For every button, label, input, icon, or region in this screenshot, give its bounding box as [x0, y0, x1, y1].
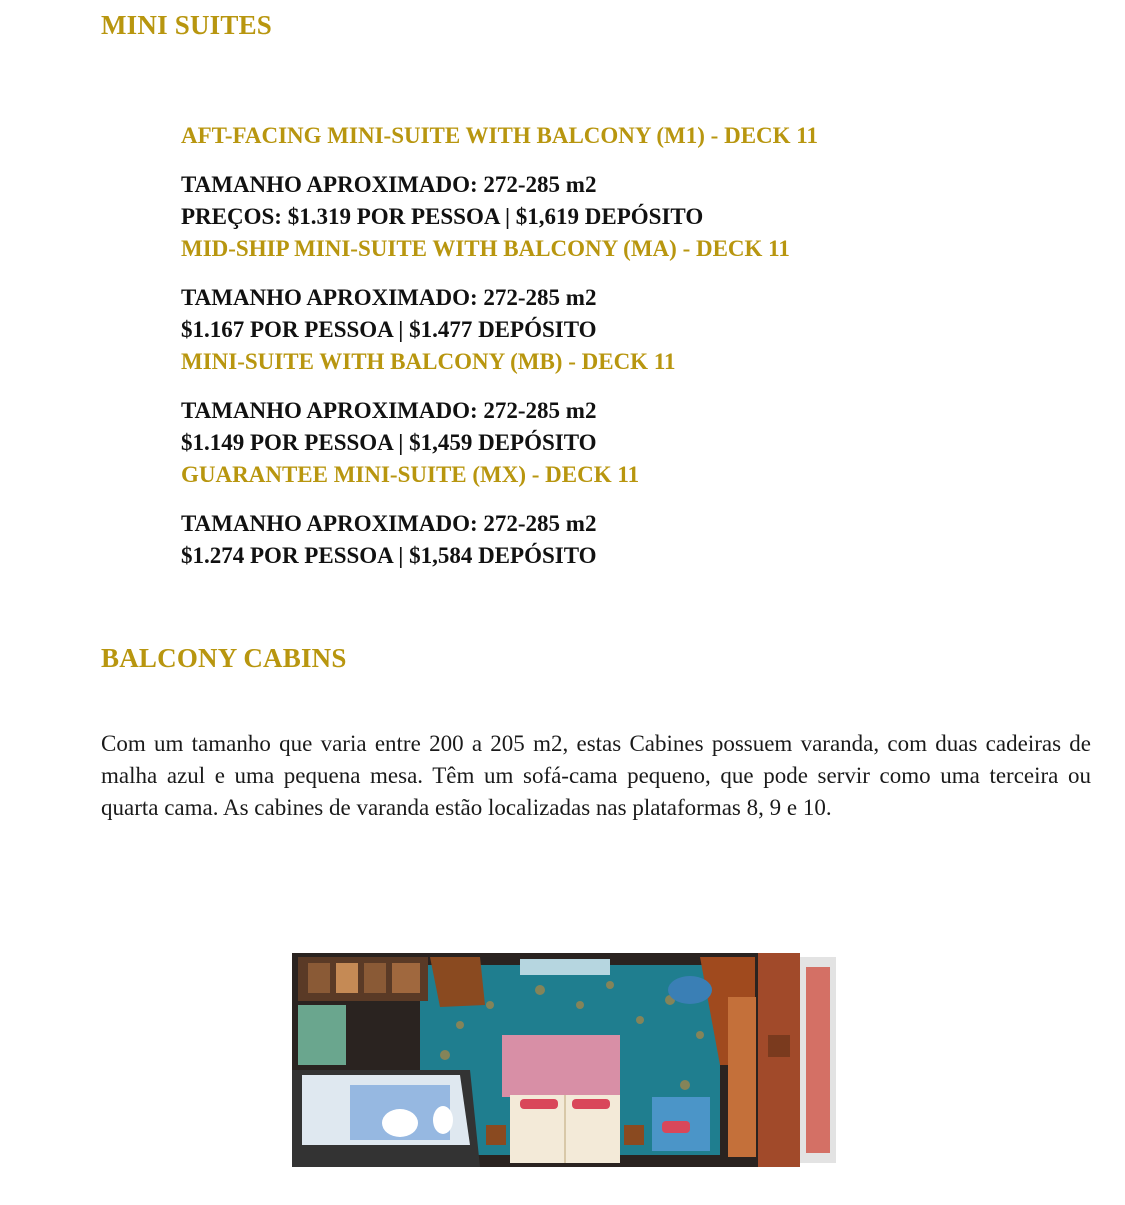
shower-area — [298, 1005, 346, 1065]
cabin-floorplan-illustration — [280, 945, 840, 1175]
suite-price: $1.149 POR PESSOA | $1,459 DEPÓSITO — [181, 430, 597, 455]
suite-price: $1.167 POR PESSOA | $1.477 DEPÓSITO — [181, 317, 597, 342]
sink — [382, 1109, 418, 1137]
suite-price: $1.274 POR PESSOA | $1,584 DEPÓSITO — [181, 543, 597, 568]
suite-name: MID-SHIP MINI-SUITE WITH BALCONY (MA) - DECK 11 — [181, 236, 790, 261]
suite-name: GUARANTEE MINI-SUITE (MX) - DECK 11 — [181, 462, 640, 487]
bed-headboard — [502, 1035, 620, 1097]
suite-size: TAMANHO APROXIMADO: 272-285 m2 — [181, 398, 597, 423]
suite-list — [181, 120, 1081, 580]
nightstand-left — [486, 1125, 506, 1145]
section-title-balcony-cabins: BALCONY CABINS — [101, 643, 347, 673]
suite-size: TAMANHO APROXIMADO: 272-285 m2 — [181, 511, 597, 536]
balcony-table — [768, 1035, 790, 1057]
balcony-railing — [806, 967, 830, 1153]
suite-name: AFT-FACING MINI-SUITE WITH BALCONY (M1) - DECK 11 — [181, 123, 819, 148]
suite-name: MINI-SUITE WITH BALCONY (MB) - DECK 11 — [181, 349, 676, 374]
suite-size: TAMANHO APROXIMADO: 272-285 m2 — [181, 172, 597, 197]
balcony-door — [728, 997, 756, 1157]
suite-size: TAMANHO APROXIMADO: 272-285 m2 — [181, 285, 597, 310]
balcony-frame — [758, 953, 800, 1167]
section-title-mini-suites: MINI SUITES — [101, 10, 273, 40]
nightstand-right — [624, 1125, 644, 1145]
balcony-description: Com um tamanho que varia entre 200 a 205 m2, estas Cabines possuem varanda, com duas cadeiras de malha azul e uma pequena mesa. Têm um sofá-cama pequeno, que pode servir como uma terceira ou quarta cama. As cabines de varanda estão localizadas nas plataformas 8, 9 e 10. — [101, 731, 1091, 820]
pillow-right — [572, 1099, 610, 1109]
suite-price: PREÇOS: $1.319 POR PESSOA | $1,619 DEPÓSITO — [181, 204, 704, 229]
pillow-left — [520, 1099, 558, 1109]
skylight-mirror — [520, 959, 610, 975]
toilet — [433, 1106, 453, 1134]
armchair — [668, 976, 712, 1004]
